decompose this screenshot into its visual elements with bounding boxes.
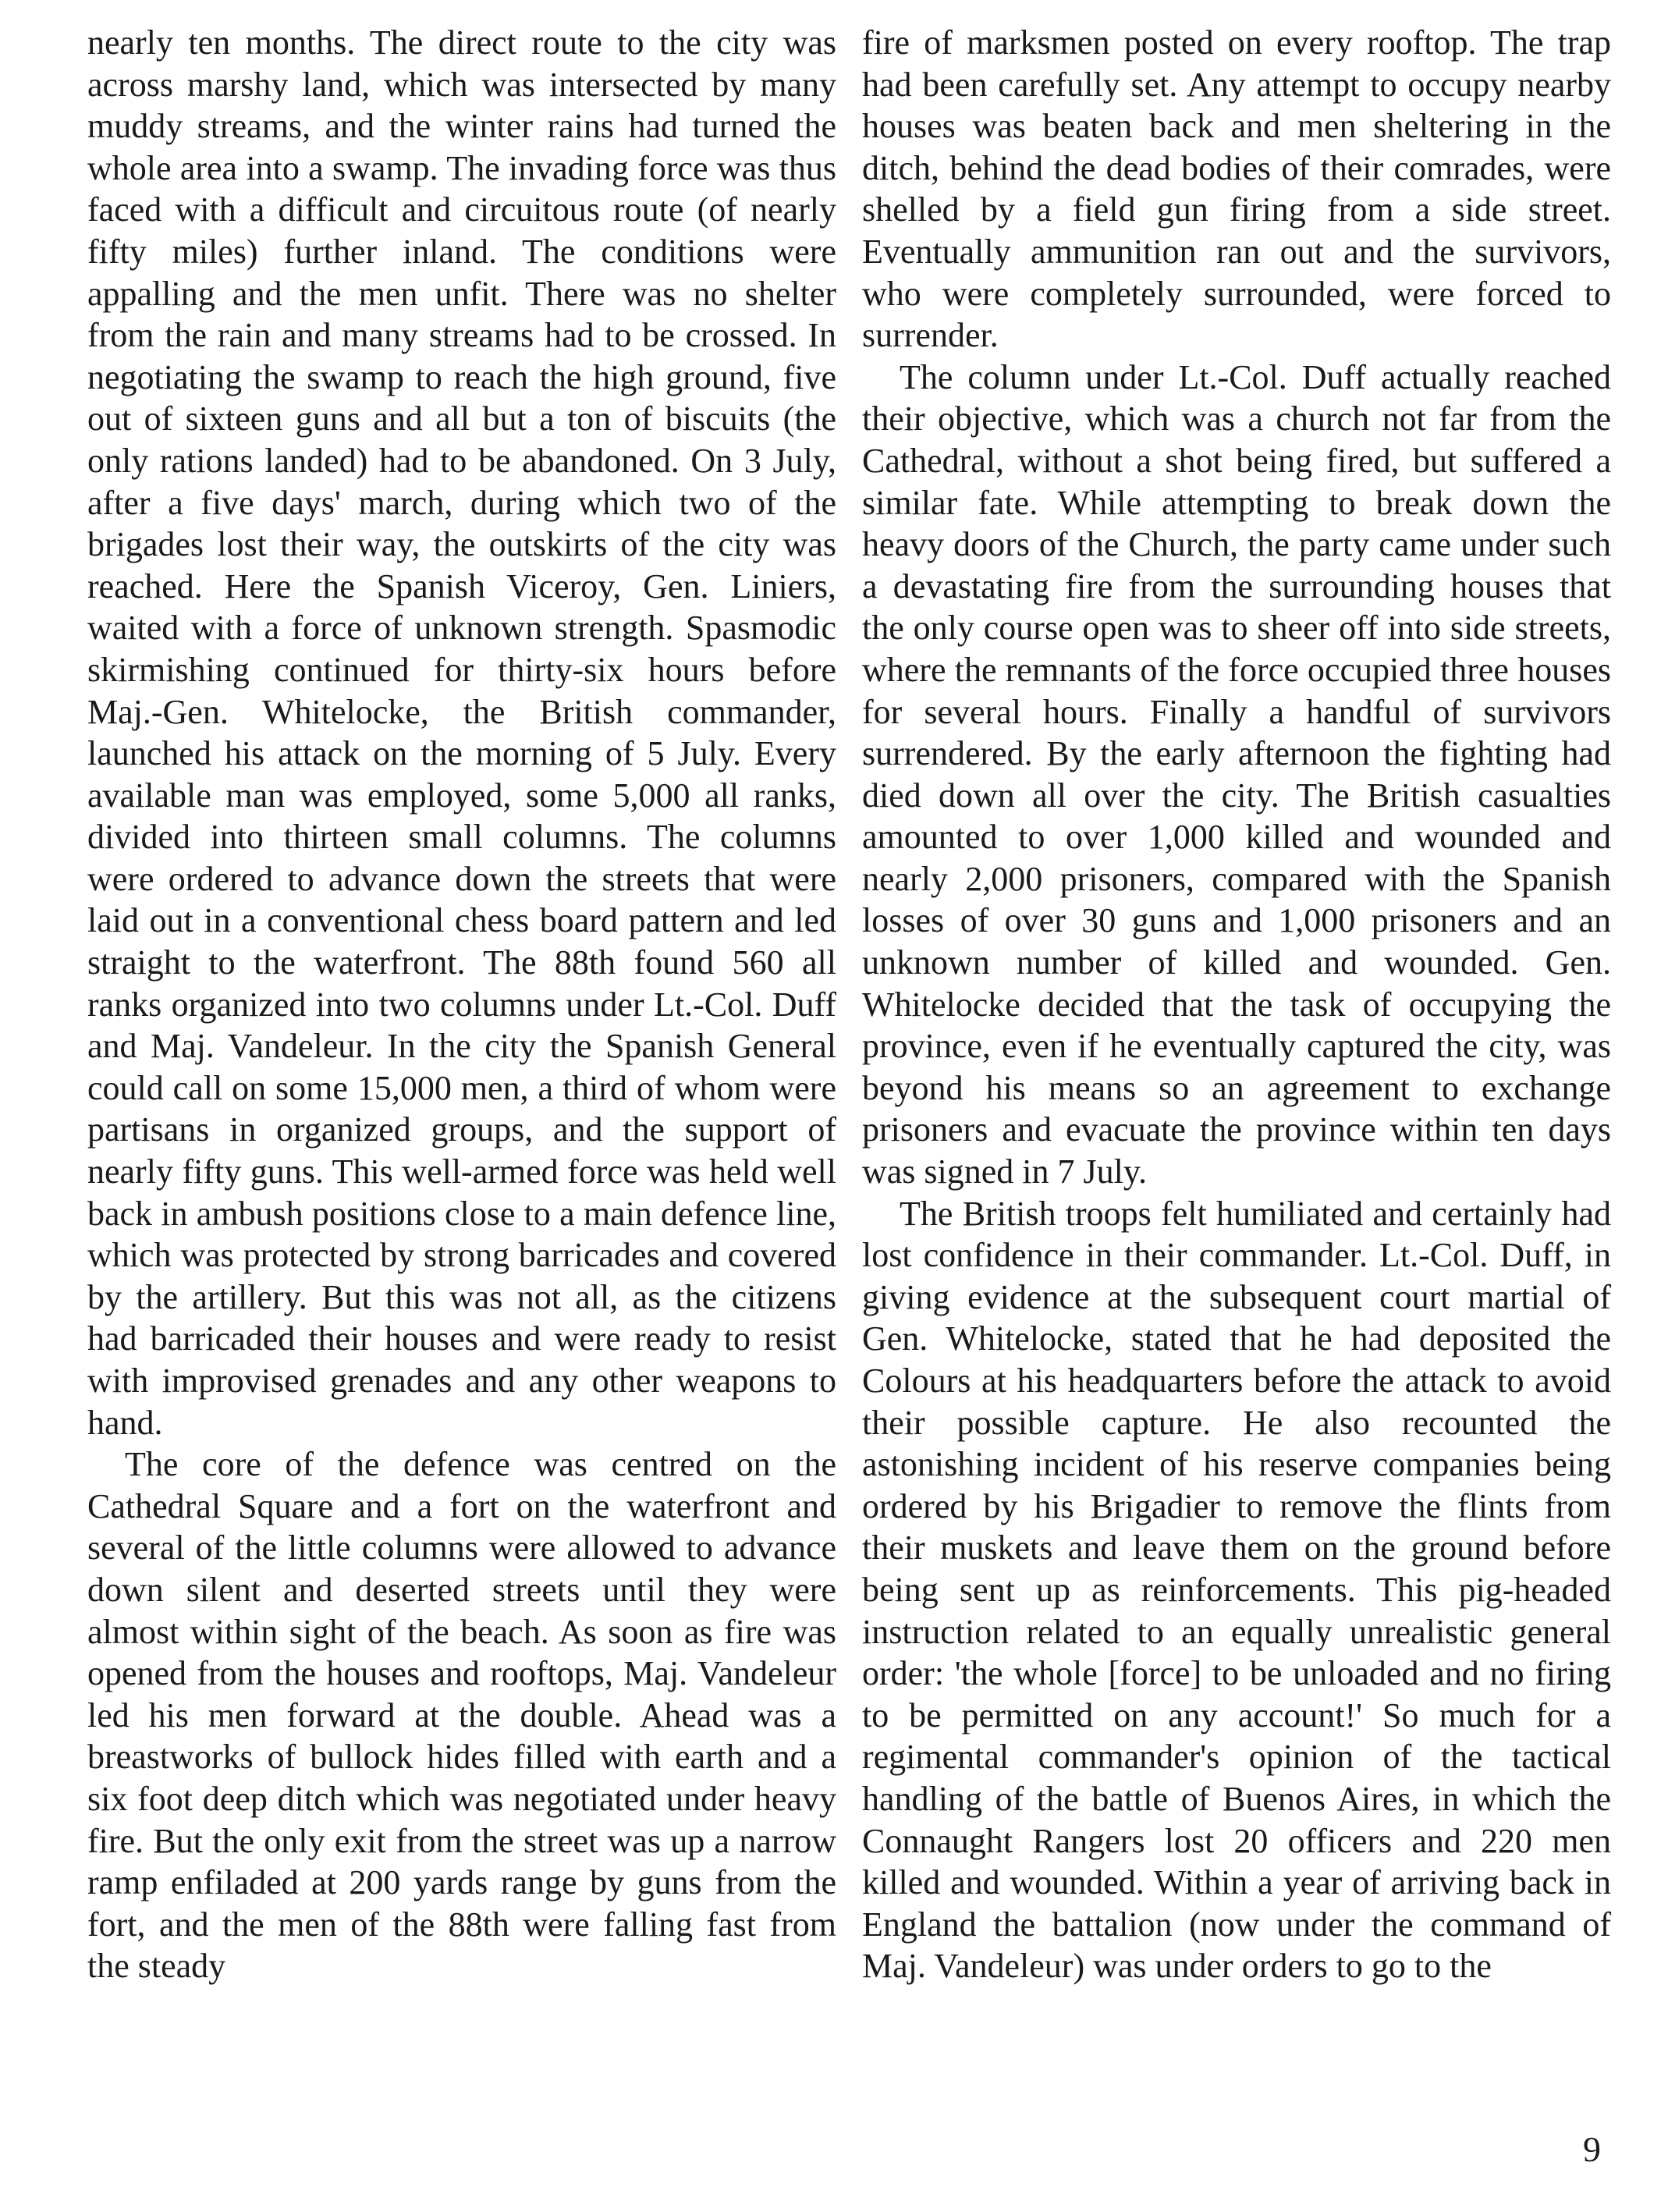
paragraph: The column under Lt.-Col. Duff actually reached their objective, which was a church not far from the Cathedral, without a shot being fired, but suffered a similar fate. While attempting to break down the heavy doors of the Church, the party came under such a devastating fire from the surrounding houses that the only course open was to sheer off into side streets, where the remnants of the force occupied three houses for several hours. Finally a handful of survivors surrendered. By the early afternoon the fighting had died down all over the city. The British casualties amounted to over 1,000 killed and wounded and nearly 2,000 prisoners, compared with the Spanish losses of over 30 guns and 1,000 prisoners and an unknown number of killed and wounded. Gen. Whitelocke decided that the task of occupying the province, even if he eventually captured the city, was beyond his means so an agreement to exchange prisoners and evacuate the province within ten days was signed in 7 July. [862, 357, 1611, 1191]
page-number: 9 [1583, 2129, 1601, 2169]
paragraph: The British troops felt humiliated and certainly had lost confidence in their commander. Lt.-Col. Duff, in giving evidence at the subsequent court martial of Gen. Whitelocke, stated that he had deposited the Colours at his headquarters before the attack to avoid their possible capture. He also recounted the astonishing incident of his reserve companies being ordered by his Brigadier to remove the flints from their muskets and leave them on the ground before being sent up as reinforcements. This pig-headed instruction related to an equally unrealistic general order: 'the whole [force] to be unloaded and no firing to be permitted on any account!' So much for a regimental commander's opinion of the tactical handling of the battle of Buenos Aires, in which the Connaught Rangers lost 20 officers and 220 men killed and wounded. Within a year of arriving back in England the battalion (now under the command of Maj. Vandeleur) was under orders to go to the [862, 1194, 1611, 1986]
paragraph-continued: nearly ten months. The direct route to the city was across marshy land, which was intersected by many muddy streams, and the winter rains had turned the whole area into a swamp. The invading force was thus faced with a difficult and circuitous route (of nearly fifty miles) further inland. The conditions were appalling and the men unfit. There was no shelter from the rain and many streams had to be crossed. In negotiating the swamp to reach the high ground, five out of sixteen guns and all but a ton of biscuits (the only rations landed) had to be abandoned. On 3 July, after a five days' march, during which two of the brigades lost their way, the outskirts of the city was reached. Here the Spanish Viceroy, Gen. Liniers, waited with a force of unknown strength. Spasmodic skirmishing continued for thirty-six hours before Maj.-Gen. Whitelocke, the British commander, launched his attack on the morning of 5 July. Every available man was employed, some 5,000 all ranks, divided into thirteen small columns. The columns were ordered to advance down the streets that were laid out in a conventional chess board pattern and led straight to the waterfront. The 88th found 560 all ranks organized into two columns under Lt.-Col. Duff and Maj. Vandeleur. In the city the Spanish General could call on some 15,000 men, a third of whom were partisans in organized groups, and the support of nearly fifty guns. This well-armed force was held well back in ambush positions close to a main defence line, which was protected by strong barricades and covered by the artillery. But this was not all, as the citizens had barricaded their houses and were ready to resist with improvised grenades and any other weapons to hand. [87, 23, 836, 1442]
left-text-column [87, 22, 836, 1987]
right-text-column [862, 22, 1611, 1987]
paragraph: The core of the defence was centred on the Cathedral Square and a fort on the waterfront and several of the little columns were allowed to advance down silent and deserted streets until they were almost within sight of the beach. As soon as fire was opened from the houses and rooftops, Maj. Vandeleur led his men forward at the double. Ahead was a breastworks of bullock hides filled with earth and a six foot deep ditch which was negotiated under heavy fire. But the only exit from the street was up a narrow ramp enfiladed at 200 yards range by guns from the fort, and the men of the 88th were falling fast from the steady [87, 1445, 836, 1986]
paragraph-continued: fire of marksmen posted on every rooftop. The trap had been carefully set. Any attempt to occupy nearby houses was beaten back and men sheltering in the ditch, behind the dead bodies of their comrades, were shelled by a field gun firing from a side street. Eventually ammunition ran out and the survivors, who were completely surrounded, were forced to surrender. [862, 23, 1611, 355]
